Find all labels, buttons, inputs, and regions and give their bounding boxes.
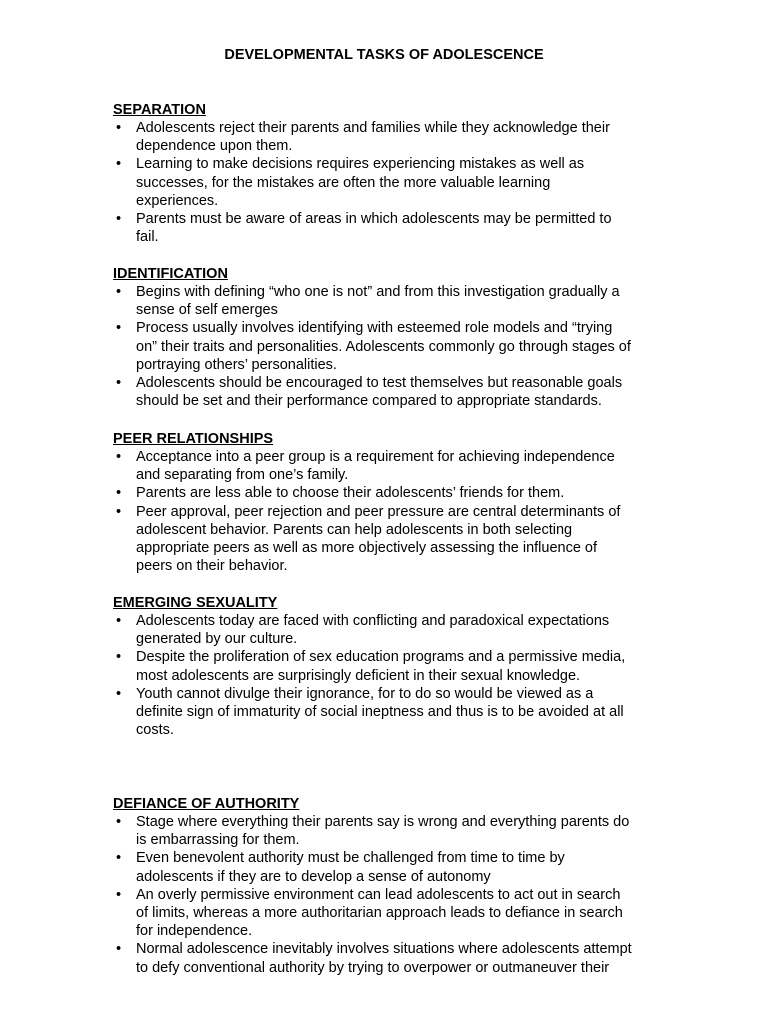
list-item-text: Adolescents should be encouraged to test themselves but reasonable goals should be set and their performance compared to appropriate standards. [136, 375, 623, 410]
document-title: DEVELOPMENTAL TASKS OF ADOLESCENCE [224, 47, 544, 63]
list-item-text: Acceptance into a peer group is a requirement for achieving independence and separating from one’s family. [136, 449, 615, 484]
list-item [113, 849, 673, 885]
bullet-icon: • [116, 613, 122, 629]
section-heading: DEFIANCE OF AUTHORITY [113, 796, 300, 812]
list-item [113, 319, 673, 374]
section-heading: IDENTIFICATION [113, 266, 228, 282]
list-item [113, 448, 673, 484]
list-item-text: Youth cannot divulge their ignorance, for to do so would be viewed as a definite sign of immaturity of social ineptness and thus is to be avoided at all costs. [136, 685, 624, 739]
section-peer-relationships [113, 430, 673, 575]
bullet-list [113, 448, 673, 575]
list-item [113, 210, 673, 246]
bullet-icon: • [116, 320, 122, 337]
bullet-icon: • [116, 685, 122, 702]
list-item-text: Despite the proliferation of sex education programs and a permissive media, most adolescents are surprisingly deficient in their sexual knowledge. [136, 649, 626, 684]
bullet-list [113, 813, 673, 977]
section-separation [113, 101, 673, 246]
bullet-icon: • [116, 284, 122, 300]
list-item-text: Learning to make decisions requires experiencing mistakes as well as successes, for the mistakes are often the more valuable learning experiences. [136, 156, 585, 209]
section-heading: SEPARATION [113, 102, 206, 118]
bullet-icon: • [116, 850, 122, 867]
bullet-icon: • [116, 211, 122, 228]
list-item [113, 612, 673, 648]
bullet-icon: • [116, 886, 122, 903]
bullet-icon: • [116, 375, 122, 392]
list-item-text: Process usually involves identifying with esteemed role models and “trying on” their traits and personalities. Adolescents commonly go through stages of portraying others’ personalities. [136, 320, 631, 373]
list-item-text: Begins with defining “who one is not” and from this investigation gradually a sense of self emerges [136, 284, 620, 319]
list-item [113, 484, 673, 502]
list-item-text: Adolescents reject their parents and families while they acknowledge their dependence upon them. [136, 120, 610, 155]
section-heading: EMERGING SEXUALITY [113, 595, 278, 611]
list-item-text: Parents must be aware of areas in which adolescents may be permitted to fail. [136, 211, 612, 246]
list-item [113, 940, 673, 976]
list-item [113, 374, 673, 410]
bullet-icon: • [116, 449, 122, 465]
list-item [113, 155, 673, 210]
section-identification [113, 265, 673, 410]
bullet-icon: • [116, 649, 122, 666]
list-item-text: Adolescents today are faced with conflicting and paradoxical expectations generated by our culture. [136, 613, 610, 648]
bullet-icon: • [116, 941, 122, 958]
list-item [113, 503, 673, 576]
list-item-text: Even benevolent authority must be challenged from time to time by adolescents if they are to develop a sense of autonomy [136, 850, 565, 885]
bullet-icon: • [116, 120, 122, 136]
bullet-icon: • [116, 485, 122, 502]
bullet-list [113, 283, 673, 410]
list-item-text: Peer approval, peer rejection and peer pressure are central determinants of adolescent behavior. Parents can help adolescents in both selecting appropriate peers as well as more objectively assessing the influence of peers on their behavior. [136, 503, 621, 575]
section-defiance-of-authority [113, 795, 673, 977]
list-item-text: An overly permissive environment can lead adolescents to act out in search of limits, whereas a more authoritarian approach leads to defiance in search for independence. [136, 886, 623, 940]
bullet-list [113, 612, 673, 739]
bullet-icon: • [116, 814, 122, 830]
list-item [113, 685, 673, 740]
list-item-text: Stage where everything their parents say is wrong and everything parents do is embarrassing for them. [136, 814, 630, 849]
list-item [113, 813, 673, 849]
list-item-text: Parents are less able to choose their adolescents’ friends for them. [136, 485, 565, 502]
section-heading: PEER RELATIONSHIPS [113, 431, 274, 447]
list-item [113, 283, 673, 319]
list-item [113, 648, 673, 684]
list-item-text: Normal adolescence inevitably involves situations where adolescents attempt to defy conventional authority by trying to overpower or outmaneuver their [136, 941, 632, 976]
section-emerging-sexuality [113, 594, 673, 739]
list-item [113, 119, 673, 155]
bullet-icon: • [116, 503, 122, 520]
bullet-icon: • [116, 156, 122, 173]
bullet-list [113, 119, 673, 246]
list-item [113, 886, 673, 941]
